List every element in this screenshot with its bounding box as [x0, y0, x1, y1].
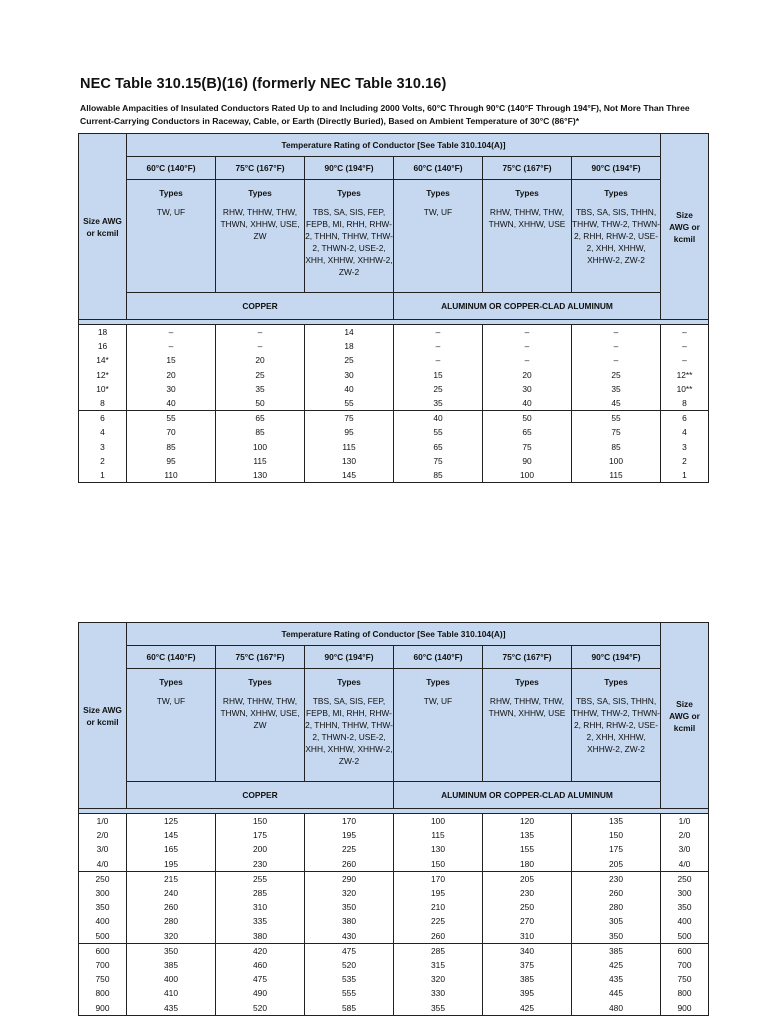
size-cell: –	[661, 339, 709, 353]
types-cell	[483, 669, 572, 782]
size-cell: 12**	[661, 368, 709, 382]
ampacity-cell: 475	[305, 943, 394, 958]
ampacity-cell: 490	[216, 986, 305, 1000]
ampacity-cell: 195	[305, 828, 394, 842]
ampacity-cell: 195	[127, 857, 216, 872]
ampacity-cell: 255	[216, 871, 305, 886]
size-cell: 3	[79, 440, 127, 454]
size-cell: 600	[79, 943, 127, 958]
size-cell: 900	[661, 1001, 709, 1016]
ampacity-cell: 350	[572, 929, 661, 944]
ampacity-cell: –	[394, 339, 483, 353]
size-cell: 300	[79, 886, 127, 900]
types-values: TBS, SA, SIS, FEP, FEPB, MI, RHH, RHW-2, THHN, THHW, THW-2, THWN-2, USE-2, XHH, XHHW, XHHW-2, ZW-2	[305, 696, 393, 766]
types-cell	[394, 669, 483, 782]
types-values: RHW, THHW, THW, THWN, XHHW, USE, ZW	[220, 207, 300, 241]
ampacity-cell: 210	[394, 900, 483, 914]
ampacity-cell: 230	[216, 857, 305, 872]
ampacity-cell: 195	[394, 886, 483, 900]
types-label: Types	[248, 677, 272, 687]
ampacity-cell: 40	[127, 396, 216, 411]
ampacity-cell: 180	[483, 857, 572, 872]
ampacity-cell: 50	[216, 396, 305, 411]
size-cell: 18	[79, 325, 127, 340]
temp-header: 60°C (140°F)	[394, 646, 483, 669]
ampacity-cell: –	[127, 325, 216, 340]
types-cell	[394, 180, 483, 293]
ampacity-cell: 205	[483, 871, 572, 886]
size-cell: 700	[661, 958, 709, 972]
ampacity-cell: –	[216, 339, 305, 353]
ampacity-cell: 20	[483, 368, 572, 382]
ampacity-cell: 145	[305, 468, 394, 483]
size-cell: 8	[79, 396, 127, 411]
ampacity-cell: 335	[216, 914, 305, 928]
size-cell: 800	[79, 986, 127, 1000]
types-cell	[127, 669, 216, 782]
ampacity-cell: 200	[216, 842, 305, 856]
ampacity-cell: 520	[305, 958, 394, 972]
ampacity-cell: 90	[483, 454, 572, 468]
ampacity-cell: 280	[127, 914, 216, 928]
ampacity-cell: –	[483, 353, 572, 367]
ampacity-cell: –	[483, 325, 572, 340]
ampacity-cell: 175	[572, 842, 661, 856]
ampacity-cell: 475	[216, 972, 305, 986]
size-cell: 400	[79, 914, 127, 928]
ampacity-cell: 430	[305, 929, 394, 944]
ampacity-cell: 150	[216, 814, 305, 829]
table-row	[79, 986, 709, 1000]
ampacity-cell: 40	[483, 396, 572, 411]
size-cell: 3/0	[79, 842, 127, 856]
ampacity-cell: 130	[216, 468, 305, 483]
ampacity-cell: 310	[483, 929, 572, 944]
table-row	[79, 958, 709, 972]
ampacity-cell: 170	[305, 814, 394, 829]
ampacity-cell: –	[483, 339, 572, 353]
ampacity-cell: 305	[572, 914, 661, 928]
ampacity-cell: 120	[483, 814, 572, 829]
ampacity-cell: 65	[394, 440, 483, 454]
ampacity-cell: 260	[127, 900, 216, 914]
ampacity-cell: 350	[127, 943, 216, 958]
ampacity-cell: 135	[483, 828, 572, 842]
ampacity-cell: 30	[127, 382, 216, 396]
types-values: RHW, THHW, THW, THWN, XHHW, USE	[488, 207, 566, 229]
types-label: Types	[248, 188, 272, 198]
ampacity-cell: 115	[572, 468, 661, 483]
ampacity-cell: 175	[216, 828, 305, 842]
ampacity-cell: 290	[305, 871, 394, 886]
size-header-right: Size AWG or kcmil	[661, 134, 709, 320]
ampacity-cell: 15	[127, 353, 216, 367]
types-values: TBS, SA, SIS, THHN, THHW, THW-2, THWN-2, RHH, RHW-2, USE-2, XHH, XHHW, XHHW-2, ZW-2	[572, 207, 660, 265]
ampacity-cell: 420	[216, 943, 305, 958]
ampacity-cell: 425	[483, 1001, 572, 1016]
ampacity-cell: –	[394, 325, 483, 340]
size-cell: 1	[79, 468, 127, 483]
ampacity-cell: 225	[305, 842, 394, 856]
ampacity-cell: 285	[394, 943, 483, 958]
ampacity-cell: 555	[305, 986, 394, 1000]
ampacity-cell: 445	[572, 986, 661, 1000]
ampacity-cell: –	[572, 325, 661, 340]
table-row	[79, 468, 709, 483]
size-cell: 3	[661, 440, 709, 454]
temp-header: 75°C (167°F)	[483, 646, 572, 669]
size-cell: 8	[661, 396, 709, 411]
types-label: Types	[426, 188, 450, 198]
ampacity-cell: 50	[483, 411, 572, 426]
size-cell: 900	[79, 1001, 127, 1016]
temp-header: 60°C (140°F)	[127, 157, 216, 180]
ampacity-cell: 230	[572, 871, 661, 886]
ampacity-cell: 100	[394, 814, 483, 829]
ampacity-cell: 145	[127, 828, 216, 842]
ampacity-cell: 40	[305, 382, 394, 396]
ampacity-cell: 340	[483, 943, 572, 958]
table-row	[79, 411, 709, 426]
ampacity-cell: 170	[394, 871, 483, 886]
ampacity-cell: 95	[305, 425, 394, 439]
types-cell	[572, 180, 661, 293]
ampacity-cell: 425	[572, 958, 661, 972]
size-cell: 4/0	[79, 857, 127, 872]
ampacity-cell: 115	[394, 828, 483, 842]
copper-header: COPPER	[127, 782, 394, 809]
size-header-right: Size AWG or kcmil	[661, 623, 709, 809]
ampacity-cell: 270	[483, 914, 572, 928]
types-cell	[572, 669, 661, 782]
table-row	[79, 440, 709, 454]
ampacity-cell: 55	[127, 411, 216, 426]
table-row	[79, 857, 709, 872]
ampacity-cell: 35	[216, 382, 305, 396]
ampacity-cell: 85	[572, 440, 661, 454]
types-label: Types	[159, 677, 183, 687]
temp-header: 90°C (194°F)	[305, 646, 394, 669]
document-subtitle: Allowable Ampacities of Insulated Conductors Rated Up to and Including 2000 Volts, 60°C Through 90°C (140°F Through 194°F), Not More Than Three Current-Carrying Conductors in Raceway, Cable, or Earth (Directly Buried), Based on Ambient Temperature of 30°C (86°F)*	[80, 103, 690, 126]
size-cell: 2/0	[661, 828, 709, 842]
ampacity-cell: 95	[127, 454, 216, 468]
ampacity-cell: 400	[127, 972, 216, 986]
size-header: Size AWG or kcmil	[79, 134, 127, 320]
size-cell: 16	[79, 339, 127, 353]
table-row	[79, 1001, 709, 1016]
size-header: Size AWG or kcmil	[79, 623, 127, 809]
ampacity-cell: 75	[305, 411, 394, 426]
table-row	[79, 396, 709, 411]
ampacity-cell: 355	[394, 1001, 483, 1016]
ampacity-cell: 40	[394, 411, 483, 426]
types-cell	[483, 180, 572, 293]
size-cell: 1/0	[79, 814, 127, 829]
temp-header: 90°C (194°F)	[572, 646, 661, 669]
ampacity-cell: 20	[216, 353, 305, 367]
ampacity-cell: 260	[572, 886, 661, 900]
size-cell: –	[661, 325, 709, 340]
table-row	[79, 842, 709, 856]
size-cell: 4	[79, 425, 127, 439]
ampacity-cell: 380	[216, 929, 305, 944]
types-label: Types	[337, 188, 361, 198]
table-row	[79, 425, 709, 439]
size-cell: 400	[661, 914, 709, 928]
ampacity-cell: 215	[127, 871, 216, 886]
table-row	[79, 325, 709, 340]
ampacity-cell: 260	[305, 857, 394, 872]
ampacity-cell: 65	[216, 411, 305, 426]
table-row	[79, 339, 709, 353]
ampacity-cell: 435	[572, 972, 661, 986]
ampacity-cell: 35	[394, 396, 483, 411]
table-row	[79, 929, 709, 944]
ampacity-cell: 35	[572, 382, 661, 396]
copper-header: COPPER	[127, 293, 394, 320]
types-label: Types	[426, 677, 450, 687]
size-cell: 350	[661, 900, 709, 914]
table-row	[79, 828, 709, 842]
size-cell: 250	[79, 871, 127, 886]
ampacity-cell: 250	[483, 900, 572, 914]
size-cell: 2	[661, 454, 709, 468]
aluminum-header: ALUMINUM OR COPPER-CLAD ALUMINUM	[394, 782, 661, 809]
types-label: Types	[337, 677, 361, 687]
ampacity-cell: 125	[127, 814, 216, 829]
table-row	[79, 914, 709, 928]
size-cell: 1	[661, 468, 709, 483]
ampacity-cell: 585	[305, 1001, 394, 1016]
size-cell: –	[661, 353, 709, 367]
types-label: Types	[604, 188, 628, 198]
ampacity-cell: 385	[127, 958, 216, 972]
ampacity-cell: 260	[394, 929, 483, 944]
types-label: Types	[515, 677, 539, 687]
temp-rating-header: Temperature Rating of Conductor [See Table 310.104(A)]	[127, 623, 661, 646]
temp-header: 75°C (167°F)	[216, 157, 305, 180]
size-cell: 500	[79, 929, 127, 944]
table-header	[79, 134, 709, 325]
ampacity-cell: 100	[216, 440, 305, 454]
ampacity-cell: 150	[572, 828, 661, 842]
types-label: Types	[159, 188, 183, 198]
ampacity-cell: 100	[483, 468, 572, 483]
ampacity-cell: 135	[572, 814, 661, 829]
ampacity-cell: 110	[127, 468, 216, 483]
ampacity-cell: 75	[483, 440, 572, 454]
ampacity-table-1	[78, 133, 709, 483]
ampacity-cell: 320	[127, 929, 216, 944]
size-cell: 10**	[661, 382, 709, 396]
size-cell: 350	[79, 900, 127, 914]
ampacity-cell: –	[572, 339, 661, 353]
ampacity-cell: 85	[216, 425, 305, 439]
size-cell: 4/0	[661, 857, 709, 872]
table-row	[79, 353, 709, 367]
ampacity-cell: 20	[127, 368, 216, 382]
types-cell	[305, 669, 394, 782]
temp-header: 75°C (167°F)	[216, 646, 305, 669]
ampacity-cell: 320	[305, 886, 394, 900]
ampacity-cell: 25	[305, 353, 394, 367]
ampacity-cell: 230	[483, 886, 572, 900]
size-cell: 600	[661, 943, 709, 958]
aluminum-header: ALUMINUM OR COPPER-CLAD ALUMINUM	[394, 293, 661, 320]
ampacity-cell: 85	[394, 468, 483, 483]
table-row	[79, 382, 709, 396]
size-cell: 250	[661, 871, 709, 886]
size-cell: 1/0	[661, 814, 709, 829]
ampacity-cell: 15	[394, 368, 483, 382]
ampacity-cell: 310	[216, 900, 305, 914]
ampacity-cell: –	[394, 353, 483, 367]
ampacity-cell: 280	[572, 900, 661, 914]
ampacity-cell: 480	[572, 1001, 661, 1016]
table-body	[79, 814, 709, 1016]
size-cell: 800	[661, 986, 709, 1000]
table-body	[79, 325, 709, 483]
ampacity-cell: 55	[305, 396, 394, 411]
ampacity-cell: 155	[483, 842, 572, 856]
ampacity-cell: 45	[572, 396, 661, 411]
table-header	[79, 623, 709, 814]
size-cell: 6	[661, 411, 709, 426]
temp-rating-header: Temperature Rating of Conductor [See Table 310.104(A)]	[127, 134, 661, 157]
types-label: Types	[515, 188, 539, 198]
ampacity-cell: 460	[216, 958, 305, 972]
size-cell: 10*	[79, 382, 127, 396]
ampacity-cell: 130	[305, 454, 394, 468]
types-values: TW, UF	[156, 696, 186, 706]
table-row	[79, 871, 709, 886]
size-cell: 14*	[79, 353, 127, 367]
ampacity-cell: 150	[394, 857, 483, 872]
size-cell: 750	[79, 972, 127, 986]
ampacity-cell: 25	[394, 382, 483, 396]
size-cell: 2	[79, 454, 127, 468]
ampacity-cell: 115	[216, 454, 305, 468]
ampacity-cell: 330	[394, 986, 483, 1000]
size-cell: 12*	[79, 368, 127, 382]
table-row	[79, 368, 709, 382]
temp-header: 60°C (140°F)	[127, 646, 216, 669]
ampacity-cell: 55	[394, 425, 483, 439]
types-values: TBS, SA, SIS, THHN, THHW, THW-2, THWN-2, RHH, RHW-2, USE-2, XHH, XHHW, XHHW-2, ZW-2	[572, 696, 660, 754]
table-row	[79, 900, 709, 914]
ampacity-cell: 70	[127, 425, 216, 439]
ampacity-cell: –	[127, 339, 216, 353]
table-row	[79, 814, 709, 829]
types-cell	[216, 180, 305, 293]
types-values: TW, UF	[423, 696, 453, 706]
types-values: TBS, SA, SIS, FEP, FEPB, MI, RHH, RHW-2, THHN, THHW, THW-2, THWN-2, USE-2, XHH, XHHW, XHHW-2, ZW-2	[305, 207, 393, 277]
size-cell: 500	[661, 929, 709, 944]
table-row	[79, 972, 709, 986]
ampacity-cell: 285	[216, 886, 305, 900]
ampacity-cell: 55	[572, 411, 661, 426]
ampacity-cell: 18	[305, 339, 394, 353]
ampacity-cell: 350	[305, 900, 394, 914]
types-cell	[127, 180, 216, 293]
size-cell: 3/0	[661, 842, 709, 856]
ampacity-cell: 410	[127, 986, 216, 1000]
ampacity-cell: –	[572, 353, 661, 367]
document-title: NEC Table 310.15(B)(16) (formerly NEC Table 310.16)	[80, 76, 447, 92]
size-cell: 6	[79, 411, 127, 426]
size-cell: 300	[661, 886, 709, 900]
types-values: RHW, THHW, THW, THWN, XHHW, USE	[488, 696, 566, 718]
ampacity-cell: 385	[483, 972, 572, 986]
ampacity-cell: 75	[572, 425, 661, 439]
ampacity-cell: 385	[572, 943, 661, 958]
size-cell: 2/0	[79, 828, 127, 842]
size-cell: 750	[661, 972, 709, 986]
ampacity-cell: 380	[305, 914, 394, 928]
types-values: TW, UF	[423, 207, 453, 217]
ampacity-cell: 535	[305, 972, 394, 986]
ampacity-cell: 395	[483, 986, 572, 1000]
temp-header: 90°C (194°F)	[572, 157, 661, 180]
table-row	[79, 886, 709, 900]
ampacity-cell: 130	[394, 842, 483, 856]
size-cell: 4	[661, 425, 709, 439]
ampacity-cell: 240	[127, 886, 216, 900]
types-cell	[305, 180, 394, 293]
size-cell: 700	[79, 958, 127, 972]
ampacity-table-2	[78, 622, 709, 1016]
ampacity-cell: 25	[572, 368, 661, 382]
ampacity-cell: 320	[394, 972, 483, 986]
ampacity-cell: 375	[483, 958, 572, 972]
types-cell	[216, 669, 305, 782]
ampacity-cell: 165	[127, 842, 216, 856]
table-row	[79, 454, 709, 468]
types-label: Types	[604, 677, 628, 687]
ampacity-cell: 100	[572, 454, 661, 468]
ampacity-cell: 315	[394, 958, 483, 972]
ampacity-cell: 30	[483, 382, 572, 396]
temp-header: 60°C (140°F)	[394, 157, 483, 180]
ampacity-cell: 115	[305, 440, 394, 454]
ampacity-cell: 30	[305, 368, 394, 382]
ampacity-cell: 75	[394, 454, 483, 468]
temp-header: 90°C (194°F)	[305, 157, 394, 180]
ampacity-cell: 435	[127, 1001, 216, 1016]
ampacity-cell: 225	[394, 914, 483, 928]
temp-header: 75°C (167°F)	[483, 157, 572, 180]
ampacity-cell: 205	[572, 857, 661, 872]
table-row	[79, 943, 709, 958]
ampacity-cell: 65	[483, 425, 572, 439]
ampacity-cell: 520	[216, 1001, 305, 1016]
ampacity-cell: 25	[216, 368, 305, 382]
ampacity-cell: –	[216, 325, 305, 340]
ampacity-cell: 85	[127, 440, 216, 454]
types-values: RHW, THHW, THW, THWN, XHHW, USE, ZW	[220, 696, 300, 730]
ampacity-cell: 14	[305, 325, 394, 340]
types-values: TW, UF	[156, 207, 186, 217]
